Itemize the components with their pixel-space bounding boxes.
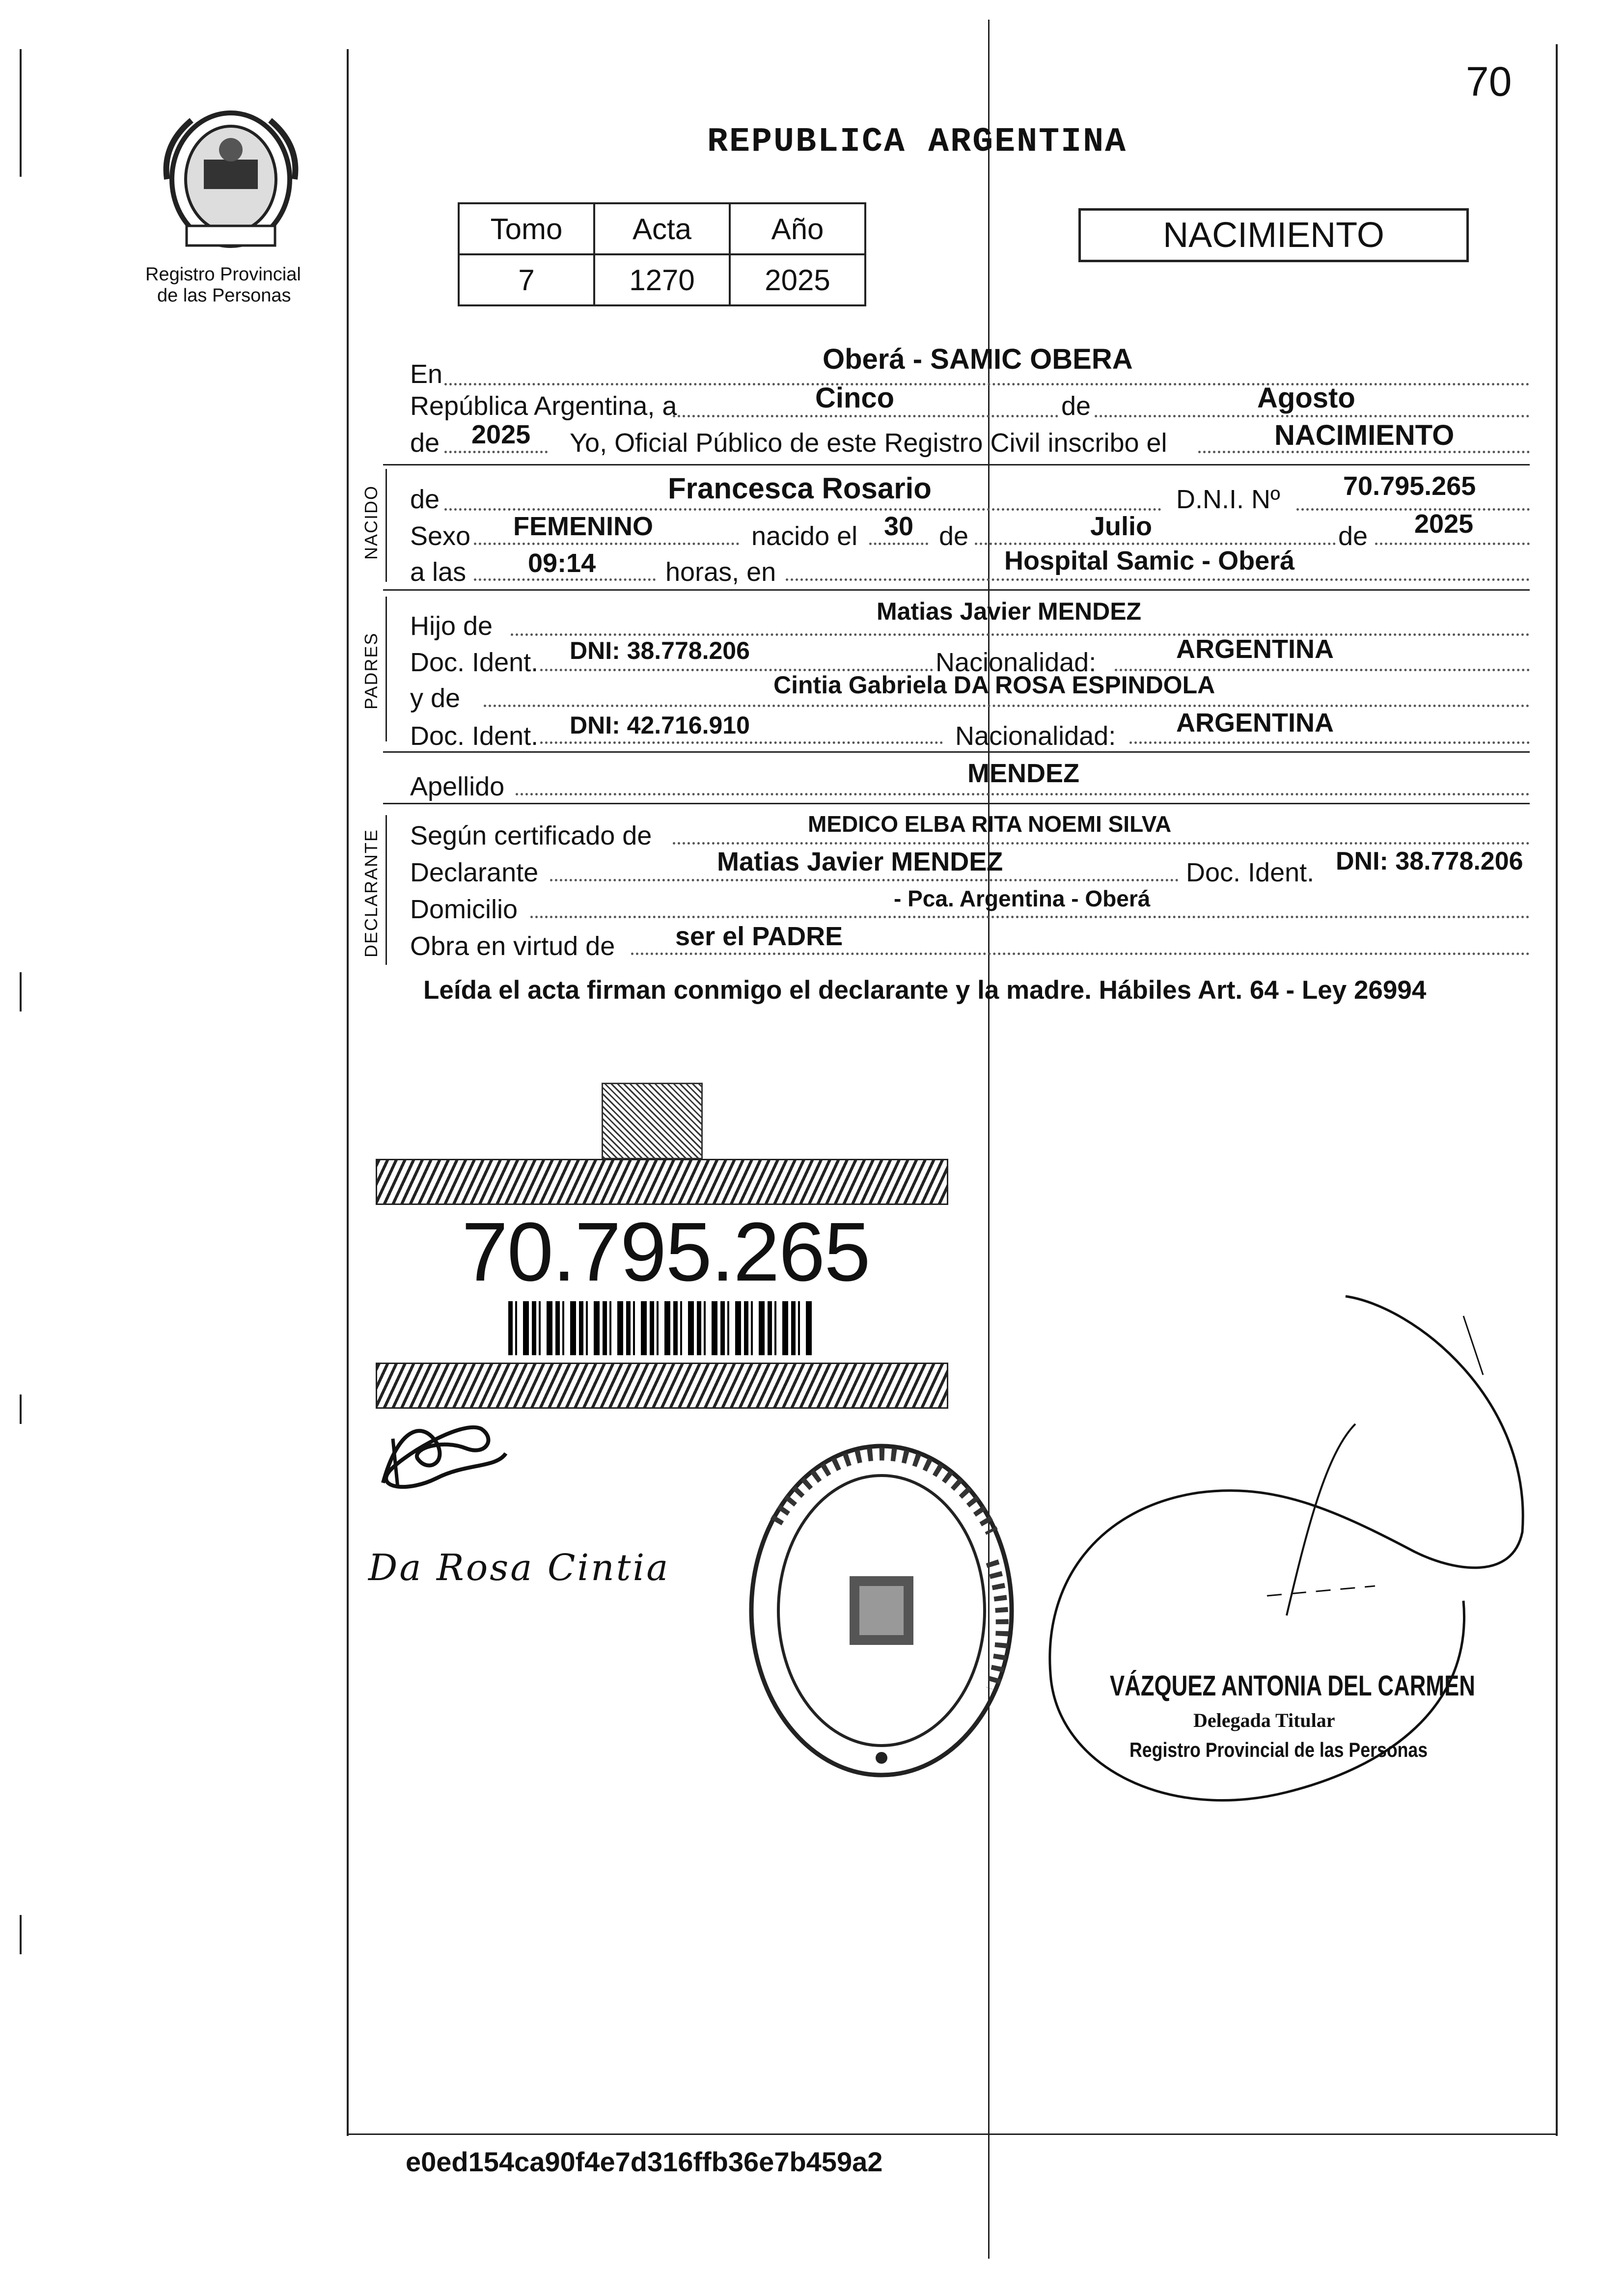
anio-value: 2025	[730, 254, 865, 305]
register-header: Año	[730, 203, 865, 254]
dotted-line	[516, 793, 1530, 795]
barcode	[508, 1301, 813, 1355]
birth-month-value: Julio	[1090, 512, 1153, 541]
security-band-top	[376, 1159, 948, 1205]
surname-value: MENDEZ	[967, 759, 1079, 788]
label-doc-ident: Doc. Ident.	[410, 648, 539, 677]
left-margin-line	[20, 972, 22, 1011]
dotted-line	[869, 543, 928, 545]
section-divider	[383, 464, 1530, 465]
mother-doc-value: DNI: 42.716.910	[570, 711, 750, 739]
doc-type: NACIMIENTO	[1163, 216, 1384, 255]
label-de: de	[1058, 393, 1094, 419]
birth-year-value: 2025	[1414, 509, 1474, 539]
dotted-line	[673, 415, 1530, 417]
side-label-nacido: NACIDO	[361, 485, 381, 560]
label-domicilio: Domicilio	[410, 895, 518, 924]
label-republica: República Argentina, a	[410, 391, 677, 421]
label-segun: Según certificado de	[410, 821, 652, 850]
sex-value: FEMENINO	[513, 512, 654, 541]
section-bar	[385, 815, 387, 965]
dotted-line	[975, 543, 1336, 545]
official-seal	[737, 1434, 1026, 1787]
section-bar	[385, 597, 387, 741]
dotted-line	[474, 578, 656, 581]
security-band-bottom	[376, 1363, 948, 1409]
label-horas-en: horas, en	[665, 557, 776, 587]
birth-time-value: 09:14	[528, 548, 596, 578]
month-value: Agosto	[1257, 382, 1355, 414]
register-header: Tomo	[459, 203, 594, 254]
label-hijo-de: Hijo de	[410, 611, 493, 641]
dotted-line	[550, 879, 1179, 881]
dotted-line	[444, 383, 1530, 385]
dotted-line	[444, 508, 1161, 511]
act-type-value: NACIMIENTO	[1274, 419, 1455, 451]
label-oficial: Yo, Oficial Público de este Registro Civil inscribo el	[570, 428, 1167, 458]
dotted-line	[444, 451, 548, 453]
signature-mother: Da Rosa Cintia	[368, 1547, 670, 1589]
left-margin-line	[20, 1394, 22, 1424]
day-word-value: Cinco	[815, 382, 895, 414]
document-title: REPUBLICA ARGENTINA	[707, 123, 1128, 162]
year-value: 2025	[471, 420, 531, 449]
signature-father	[368, 1409, 516, 1503]
dotted-line	[1129, 741, 1530, 744]
register-header: Acta	[594, 203, 730, 254]
acta-value: 1270	[594, 254, 730, 305]
label-de-year: de	[410, 428, 440, 458]
certificate-value: MEDICO ELBA RITA NOEMI SILVA	[808, 811, 1172, 837]
form-right-border	[1556, 44, 1558, 2136]
section-divider	[383, 589, 1530, 591]
label-nacionalidad: Nacionalidad:	[936, 648, 1097, 677]
label-de-year2: de	[1338, 521, 1368, 551]
tomo-value: 7	[459, 254, 594, 305]
label-a-las: a las	[410, 557, 467, 587]
side-label-padres: PADRES	[361, 632, 381, 710]
dotted-line	[511, 633, 1530, 636]
label-declarante: Declarante	[410, 858, 539, 887]
dni-large: 70.795.265	[462, 1205, 870, 1299]
official-role: Delegada Titular	[1193, 1709, 1335, 1731]
dotted-line	[786, 578, 1530, 581]
closing-text: Leída el acta firman conmigo el declarante y la madre. Hábiles Art. 64 - Ley 26994	[423, 976, 1427, 1005]
dotted-line	[484, 705, 1530, 707]
registry-line2: de las Personas	[157, 285, 291, 306]
place-value: Oberá - SAMIC OBERA	[823, 343, 1133, 375]
label-de-name: de	[410, 485, 440, 514]
father-doc-value: DNI: 38.778.206	[570, 637, 750, 664]
official-office: Registro Provincial de las Personas	[1129, 1738, 1428, 1761]
dni-value: 70.795.265	[1343, 471, 1476, 501]
mother-nationality-value: ARGENTINA	[1176, 708, 1334, 738]
official-name: VÁZQUEZ ANTONIA DEL CARMEN	[1110, 1670, 1475, 1702]
label-dni: D.N.I. Nº	[1176, 485, 1280, 514]
label-en: En	[410, 359, 443, 389]
label-de-mid: de	[939, 521, 969, 551]
dotted-line	[474, 543, 739, 545]
register-table	[458, 202, 866, 306]
left-margin-line	[20, 49, 22, 177]
name-value: Francesca Rosario	[668, 472, 932, 505]
registry-line1: Registro Provincial	[145, 264, 301, 285]
dotted-line	[673, 842, 1530, 845]
birth-day-value: 30	[884, 512, 914, 541]
dotted-line	[1375, 543, 1530, 545]
dotted-line	[631, 953, 1530, 955]
label-doc-ident3: Doc. Ident.	[1186, 858, 1315, 887]
section-bar	[385, 469, 387, 582]
label-sexo: Sexo	[410, 521, 471, 551]
label-obra: Obra en virtud de	[410, 931, 615, 961]
hologram-stamp	[602, 1083, 703, 1159]
left-margin-line	[20, 1915, 22, 1954]
dotted-line	[540, 741, 943, 744]
birth-place-value: Hospital Samic - Oberá	[1004, 546, 1295, 575]
section-divider	[383, 803, 1530, 804]
label-nacido-el: nacido el	[751, 521, 858, 551]
declarant-doc-value: DNI: 38.778.206	[1336, 847, 1523, 875]
page-number: 70	[1466, 58, 1512, 105]
dotted-line	[530, 916, 1530, 918]
doc-type-box	[1078, 208, 1469, 262]
mother-name-value: Cintia Gabriela DA ROSA ESPINDOLA	[773, 671, 1215, 699]
form-left-border	[347, 49, 349, 2136]
province-emblem	[157, 106, 304, 258]
father-name-value: Matias Javier MENDEZ	[877, 598, 1142, 625]
address-value: - Pca. Argentina - Oberá	[894, 886, 1151, 911]
label-nacionalidad2: Nacionalidad:	[955, 721, 1116, 751]
label-doc-ident2: Doc. Ident.	[410, 721, 539, 751]
section-divider	[383, 751, 1530, 753]
side-label-declarante: DECLARANTE	[361, 828, 381, 957]
father-nationality-value: ARGENTINA	[1176, 634, 1334, 664]
document-hash: e0ed154ca90f4e7d316ffb36e7b459a2	[406, 2146, 883, 2177]
label-apellido: Apellido	[410, 772, 505, 801]
declarant-value: Matias Javier MENDEZ	[717, 847, 1003, 876]
bottom-line	[347, 2133, 1557, 2135]
dotted-line	[1296, 508, 1530, 511]
in-virtue-value: ser el PADRE	[675, 922, 843, 951]
label-y-de: y de	[410, 683, 461, 713]
